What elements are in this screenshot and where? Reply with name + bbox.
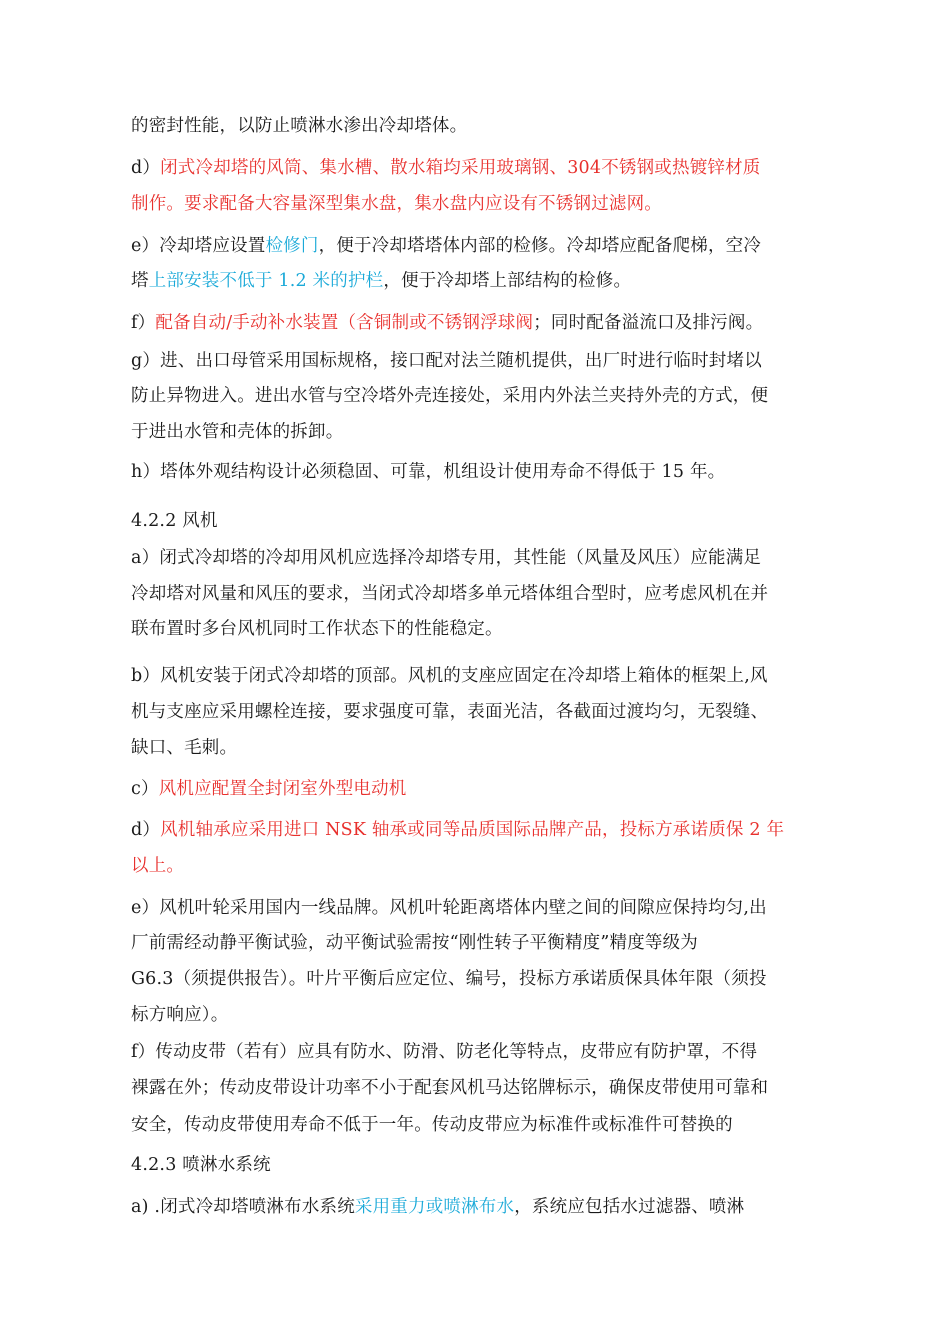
text-line	[131, 420, 343, 444]
highlighted-text-segment: 检修门	[265, 236, 319, 256]
text-line	[131, 546, 761, 570]
text-segment: a)	[131, 1197, 149, 1217]
text-segment: 防止异物进入。进出水管与空冷塔外壳连接处，采用内外法兰夹持外壳的方式，便	[131, 386, 769, 406]
highlighted-text-segment: 制作。要求配备大容量深型集水盘，集水盘内应设有不锈钢过滤网。	[131, 194, 662, 214]
text-line	[131, 777, 407, 801]
text-segment: a）闭式冷却塔的冷却用风机应选择冷却塔专用，其性能（风量及风压）应能满足	[131, 548, 762, 568]
text-segment: ，便于冷却塔塔体内部的检修。冷却塔应配备爬梯，空冷	[318, 236, 762, 256]
text-segment: 安全，传动皮带使用寿命不低于一年。传动皮带应为标准件或标准件可替换的	[131, 1115, 733, 1135]
text-segment: h）塔体外观结构设计必须稳固、可靠，机组设计使用寿命不得低于 15 年。	[131, 462, 726, 482]
text-line	[131, 1153, 271, 1177]
text-line	[131, 617, 503, 641]
text-segment: 于进出水管和壳体的拆卸。	[131, 422, 344, 442]
text-line	[131, 736, 237, 760]
highlighted-text-segment: 闭式冷却塔的风筒、集水槽、散水箱均采用玻璃钢、304不锈钢或热镀锌材质	[160, 158, 761, 178]
text-line	[131, 700, 768, 724]
text-line	[131, 1003, 228, 1027]
text-segment: g）进、出口母管采用国标规格，接口配对法兰随机提供，出厂时进行临时封堵以	[131, 351, 762, 371]
text-line	[131, 1113, 733, 1137]
text-segment: c）	[131, 779, 159, 799]
text-line	[131, 896, 767, 920]
text-line	[131, 114, 467, 138]
text-line	[131, 1195, 744, 1219]
highlighted-text-segment: 以上。	[131, 856, 185, 876]
highlighted-text-segment: 配备自动/手动补水装置（含铜制或不锈钢浮球阀	[155, 313, 534, 333]
text-segment: .闭式冷却塔喷淋布水系统	[148, 1197, 355, 1217]
text-segment: ，便于冷却塔上部结构的检修。	[383, 271, 632, 291]
highlighted-text-segment: 上部安装不低于 1.2 米的护栏	[148, 271, 384, 291]
text-line	[131, 1076, 768, 1100]
text-segment: 缺口、毛刺。	[131, 738, 238, 758]
text-line	[131, 156, 761, 180]
text-segment: 机与支座应采用螺栓连接，要求强度可靠，表面光洁，各截面过渡均匀，无裂缝、	[131, 702, 769, 722]
text-segment: 标方响应）。	[131, 1005, 229, 1025]
text-segment: 4.2.3 喷淋水系统	[131, 1155, 271, 1175]
text-segment: 4.2.2 风机	[131, 511, 218, 531]
text-segment: d）	[131, 158, 161, 178]
text-segment: 冷却塔对风量和风压的要求，当闭式冷却塔多单元塔体组合型时，应考虑风机在并	[131, 584, 769, 604]
text-line	[131, 269, 631, 293]
text-line	[131, 349, 762, 373]
text-segment: f）传动皮带（若有）应具有防水、防滑、防老化等特点，皮带应有防护罩，不得	[131, 1042, 758, 1062]
text-segment: 厂前需经动静平衡试验，动平衡试验需按“刚性转子平衡精度”精度等级为	[131, 933, 698, 953]
text-line	[131, 931, 698, 955]
text-line	[131, 854, 184, 878]
text-segment: 裸露在外；传动皮带设计功率不小于配套风机马达铭牌标示，确保皮带使用可靠和	[131, 1078, 769, 1098]
text-line	[131, 818, 784, 842]
text-line	[131, 1040, 757, 1064]
text-segment: f）	[131, 313, 156, 333]
text-segment: G6.3（须提供报告）。叶片平衡后应定位、编号，投标方承诺质保具体年限（须投	[131, 969, 767, 989]
text-segment: d）	[131, 820, 161, 840]
highlighted-text-segment: 风机应配置全封闭室外型电动机	[158, 779, 407, 799]
text-line	[131, 460, 725, 484]
text-segment: 的密封性能，以防止喷淋水渗出冷却塔体。	[131, 116, 468, 136]
text-line	[131, 311, 763, 335]
text-segment: ；同时配备溢流口及排污阀。	[533, 313, 764, 333]
text-segment: 塔	[131, 271, 149, 291]
text-segment: ，系统应包括水过滤器、喷淋	[514, 1197, 745, 1217]
text-line	[131, 664, 768, 688]
text-line	[131, 582, 768, 606]
text-line	[131, 192, 662, 216]
text-segment: e）冷却塔应设置	[131, 236, 266, 256]
highlighted-text-segment: 风机轴承应采用进口 NSK 轴承或同等品质国际品牌产品，投标方承诺质保 2 年	[160, 820, 785, 840]
text-line	[131, 967, 767, 991]
text-segment: b）风机安装于闭式冷却塔的顶部。风机的支座应固定在冷却塔上箱体的框架上,风	[131, 666, 768, 686]
text-segment: e）风机叶轮采用国内一线品牌。风机叶轮距离塔体内壁之间的间隙应保持均匀,出	[131, 898, 767, 918]
text-line	[131, 234, 761, 258]
highlighted-text-segment: 采用重力或喷淋布水	[354, 1197, 515, 1217]
text-segment: 联布置时多台风机同时工作状态下的性能稳定。	[131, 619, 503, 639]
text-line	[131, 384, 768, 408]
text-line	[131, 509, 218, 533]
